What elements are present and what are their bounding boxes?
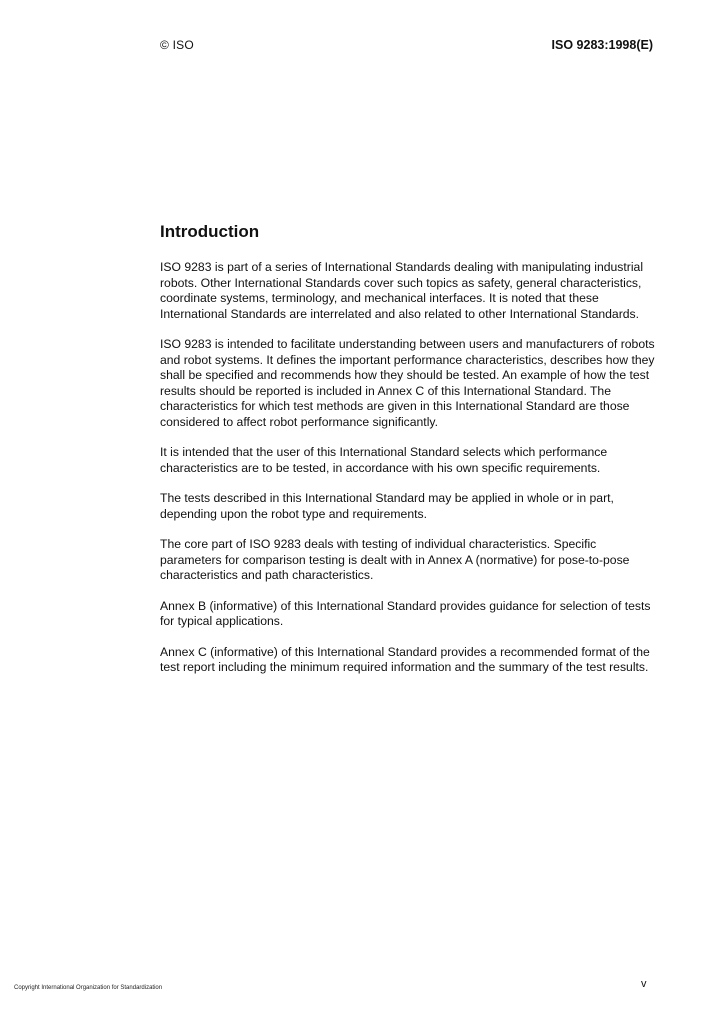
header-standard-number: ISO 9283:1998(E): [551, 38, 653, 52]
paragraph-1: ISO 9283 is part of a series of International Standards dealing with manipulating industrial robots. Other International Standards cover such topics as safety, general characteristics, coordinate systems, terminology, and mechanical interfaces. It is noted that these International Standards are interrelated and also related to other International Standards.: [160, 260, 644, 321]
paragraph-3: It is intended that the user of this International Standard selects which performance characteristics are to be tested, in accordance with his own specific requirements.: [160, 445, 608, 475]
paragraph-2: ISO 9283 is intended to facilitate understanding between users and manufacturers of robots and robot systems. It defines the important performance characteristics, describes how they shall be specified and recommends how they should be tested. An example of how the test results should be reported is included in Annex C of this International Standard. The characteristics for which test methods are given in this International Standard are those considered to affect robot performance significantly.: [160, 337, 655, 429]
page-number: v: [641, 978, 647, 990]
section-title: Introduction: [160, 222, 260, 241]
paragraph-6: Annex B (informative) of this International Standard provides guidance for selection of tests for typical applications.: [160, 598, 651, 628]
section-body: [160, 260, 656, 691]
footer-copyright: Copyright International Organization for Standardization: [14, 985, 163, 991]
paragraph-4: The tests described in this International Standard may be applied in whole or in part, depending upon the robot type and requirements.: [160, 491, 614, 521]
header-copyright: © ISO: [160, 38, 194, 52]
paragraph-5: The core part of ISO 9283 deals with testing of individual characteristics. Specific parameters for comparison testing is dealt with in Annex A (normative) for pose-to-pose characteristics and path characteristics.: [160, 537, 630, 582]
paragraph-7: Annex C (informative) of this International Standard provides a recommended format of the test report including the minimum required information and the summary of the test results.: [160, 644, 650, 674]
